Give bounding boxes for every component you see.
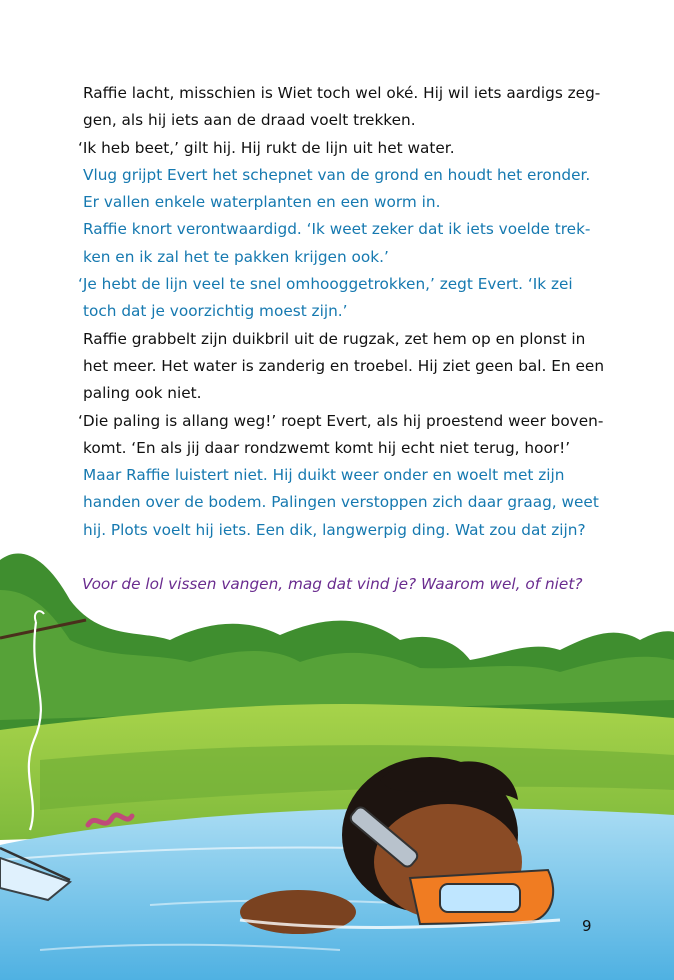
paragraph-1-line-2: gen, als hij iets aan de draad voelt trekken.	[83, 111, 416, 130]
paragraph-4-line-1: Raffie knort verontwaardigd. ‘Ik weet zeker dat ik iets voelde trek-	[83, 220, 591, 239]
paragraph-8-line-2: handen over de bodem. Palingen verstoppen zich daar graag, weet	[83, 493, 599, 512]
paragraph-2-line-1: ‘Ik heb beet,’ gilt hij. Hij rukt de lijn uit het water.	[78, 138, 455, 157]
page-number: 9	[582, 917, 592, 935]
paragraph-5-line-1: ‘Je hebt de lijn veel te snel omhooggetrokken,’ zegt Evert. ‘Ik zei	[78, 275, 573, 294]
lake-water	[0, 808, 674, 980]
paragraph-8-line-1: Maar Raffie luistert niet. Hij duikt weer onder en woelt met zijn	[83, 466, 565, 485]
paragraph-5-line-2: toch dat je voorzichtig moest zijn.’	[83, 302, 348, 321]
paragraph-3-line-2: Er vallen enkele waterplanten en een worm in.	[83, 193, 441, 212]
paragraph-6-line-1: Raffie grabbelt zijn duikbril uit de rugzak, zet hem op en plonst in	[83, 329, 586, 348]
paragraph-3-line-1: Vlug grijpt Evert het schepnet van de grond en houdt het eronder.	[83, 165, 591, 184]
paragraph-7-line-2: komt. ‘En als jij daar rondzwemt komt hij echt niet terug, hoor!’	[83, 438, 571, 457]
paragraph-4-line-2: ken en ik zal het te pakken krijgen ook.’	[83, 247, 389, 266]
paragraph-1-line-1: Raffie lacht, misschien is Wiet toch wel oké. Hij wil iets aardigs zeg-	[83, 84, 601, 102]
paragraph-6-line-2: het meer. Het water is zanderig en troebel. Hij ziet geen bal. En een	[83, 356, 605, 375]
discussion-question: Voor de lol vissen vangen, mag dat vind je? Waarom wel, of niet?	[82, 575, 583, 593]
paragraph-7-line-1: ‘Die paling is allang weg!’ roept Evert, als hij proestend weer boven-	[78, 411, 604, 430]
paragraph-6-line-3: paling ook niet.	[83, 384, 202, 403]
story-text	[78, 80, 605, 544]
paragraph-8-line-3: hij. Plots voelt hij iets. Een dik, langwerpig ding. Wat zou dat zijn?	[83, 520, 586, 539]
